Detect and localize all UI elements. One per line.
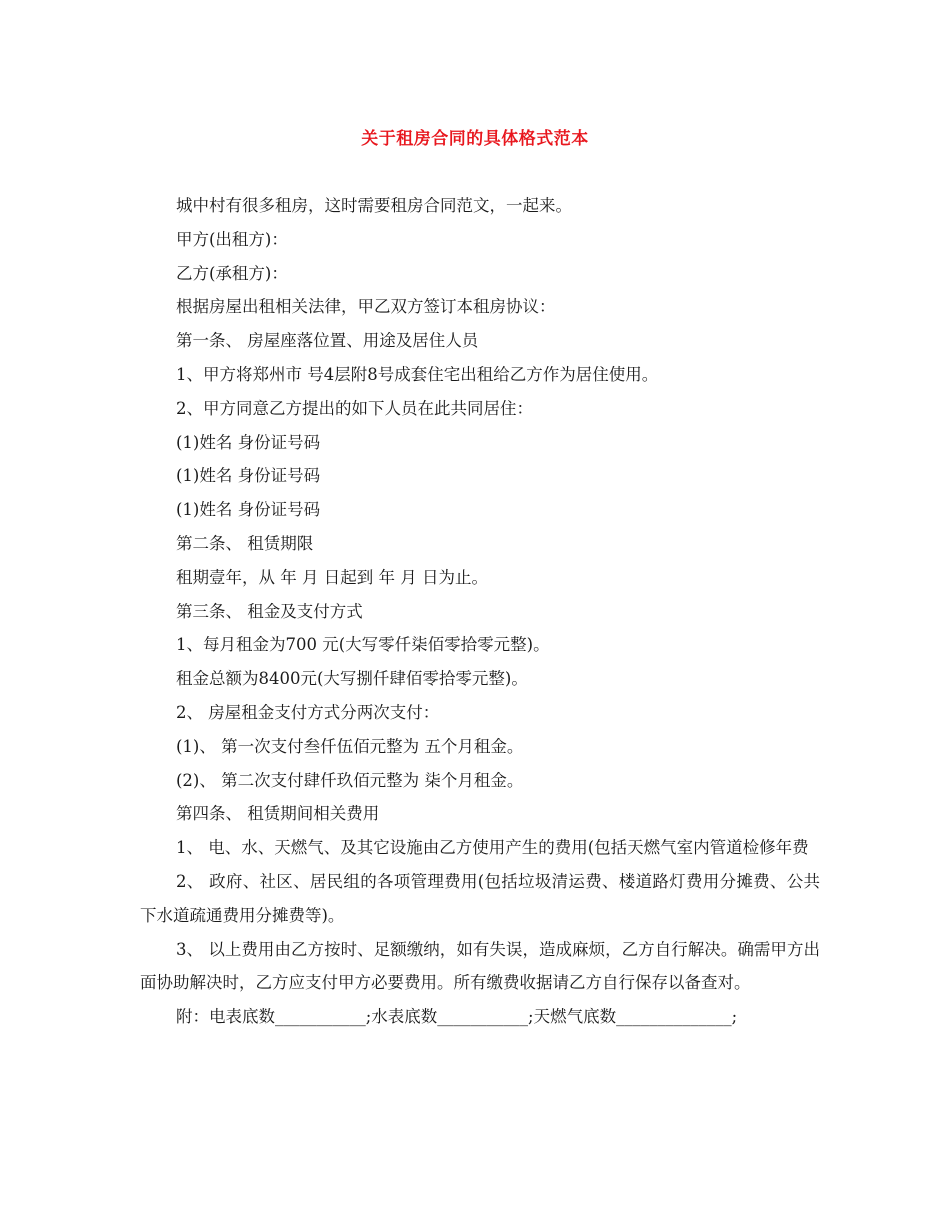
article-1-heading: 第一条、 房屋座落位置、用途及居住人员	[176, 331, 479, 351]
occupant-line: (1)姓名 身份证号码	[176, 432, 321, 452]
paragraph-party-b: 乙方(承租方)：	[176, 263, 288, 283]
article-3-heading: 第三条、 租金及支付方式	[176, 601, 363, 621]
meter-readings: 附：电表底数___________;水表底数___________;天燃气底数______________;	[176, 1007, 738, 1027]
fees-item-2: 2、 政府、社区、居民组的各项管理费用(包括垃圾清运费、楼道路灯费用分摊费、公共下水道疏通费用分摊费等)。	[140, 871, 820, 925]
document-body	[140, 189, 820, 1034]
monthly-rent: 1、每月租金为700 元(大写零仟柒佰零拾零元整)。	[176, 635, 550, 655]
payment-first: (1)、 第一次支付叁仟伍佰元整为 五个月租金。	[176, 736, 524, 756]
article-1-item-1: 1、甲方将郑州市 号4层附8号成套住宅出租给乙方作为居住使用。	[176, 364, 659, 384]
article-4-heading: 第四条、 租赁期间相关费用	[176, 804, 380, 824]
lease-term: 租期壹年，从 年 月 日起到 年 月 日为止。	[176, 567, 488, 587]
document-title: 关于租房合同的具体格式范本	[361, 129, 589, 149]
paragraph-preamble: 根据房屋出租相关法律，甲乙双方签订本租房协议：	[176, 297, 556, 317]
paragraph-party-a: 甲方(出租方)：	[176, 229, 288, 249]
fees-item-1: 1、 电、水、天燃气、及其它设施由乙方使用产生的费用(包括天燃气室内管道检修年费	[176, 838, 809, 858]
payment-method: 2、 房屋租金支付方式分两次支付：	[176, 702, 440, 722]
total-rent: 租金总额为8400元(大写捌仟肆佰零拾零元整)。	[176, 669, 528, 689]
article-1-item-2: 2、甲方同意乙方提出的如下人员在此共同居住：	[176, 398, 533, 418]
paragraph-intro: 城中村有很多租房，这时需要租房合同范文，一起来。	[176, 196, 572, 215]
fees-item-3: 3、 以上费用由乙方按时、足额缴纳，如有失误，造成麻烦，乙方自行解决。确需甲方出面协助解决时，乙方应支付甲方必要费用。所有缴费收据请乙方自行保存以备查对。	[140, 939, 820, 993]
occupant-line: (1)姓名 身份证号码	[176, 500, 321, 520]
occupant-line: (1)姓名 身份证号码	[176, 466, 321, 486]
payment-second: (2)、 第二次支付肆仟玖佰元整为 柒个月租金。	[176, 770, 524, 790]
article-2-heading: 第二条、 租赁期限	[176, 533, 314, 553]
